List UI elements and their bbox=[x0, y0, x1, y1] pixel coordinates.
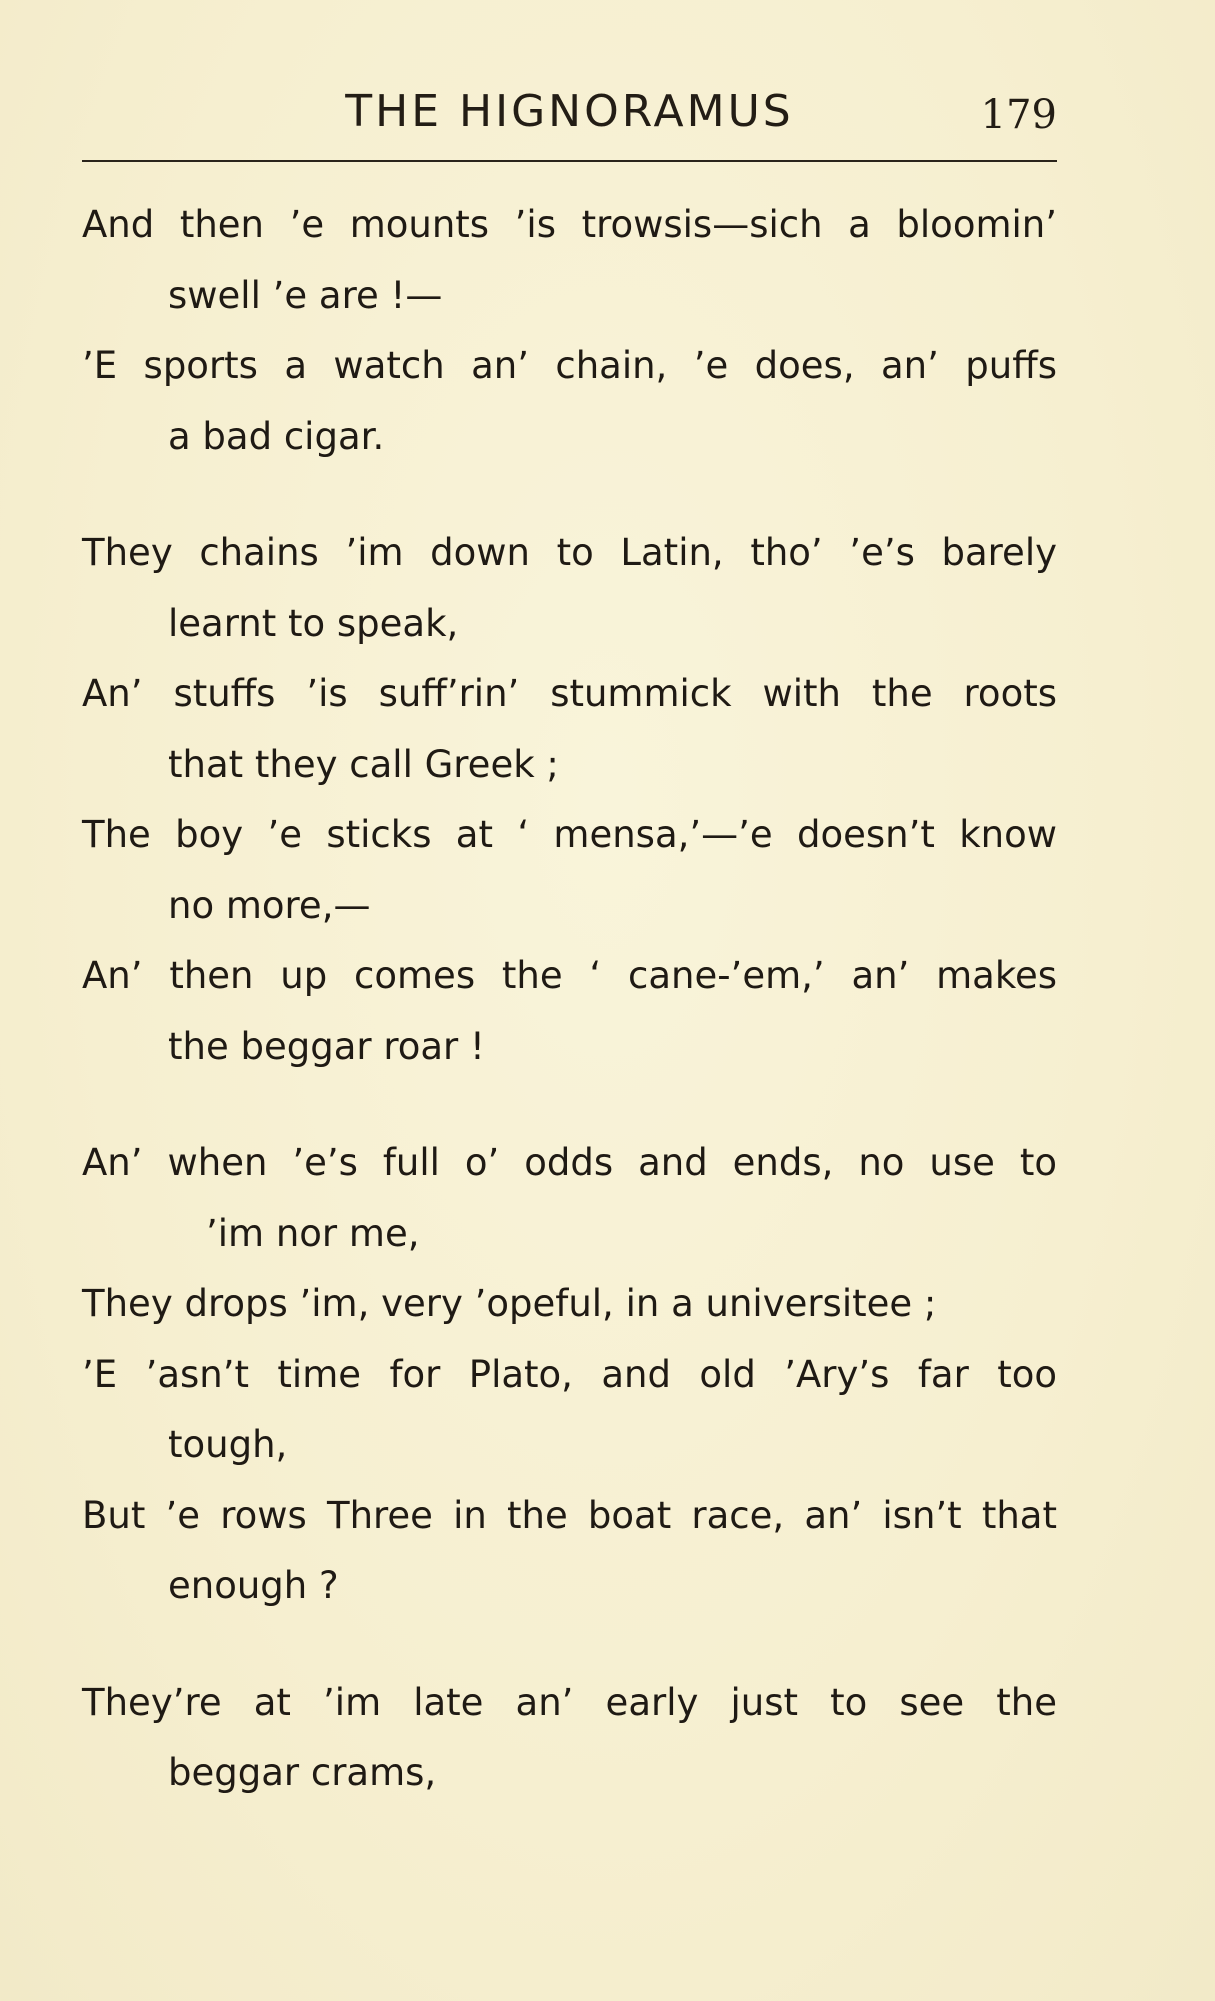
verse-line-continuation: the beggar roar ! bbox=[168, 1024, 485, 1068]
verse-line bbox=[82, 1481, 1057, 1622]
verse-line-continuation: swell ’e are !— bbox=[168, 273, 443, 317]
verse-line-text: They’re at ’im late an’ early just to see the bbox=[82, 1680, 1057, 1724]
verse-line bbox=[82, 518, 1057, 659]
verse-line bbox=[82, 800, 1057, 941]
verse-line-text: An’ then up comes the ‘ cane-’em,’ an’ makes bbox=[82, 954, 1057, 997]
verse-line-text: But ’e rows Three in the boat race, an’ isn’t that bbox=[82, 1493, 1057, 1537]
verse-line-continuation: beggar crams, bbox=[168, 1751, 437, 1794]
header-rule bbox=[82, 160, 1057, 162]
verse-line-text: An’ stuffs ’is suff’rin’ stummick with the roots bbox=[82, 672, 1057, 715]
verse-line-text: They chains ’im down to Latin, tho’ ’e’s barely bbox=[82, 531, 1057, 574]
stanza bbox=[82, 190, 1057, 472]
verse-line-continuation: a bad cigar. bbox=[168, 414, 385, 458]
stanza bbox=[82, 518, 1057, 1082]
verse-line-continuation: learnt to speak, bbox=[168, 601, 459, 645]
verse-line-text: An’ when ’e’s full o’ odds and ends, no use to bbox=[82, 1141, 1057, 1184]
running-head bbox=[82, 84, 1057, 144]
verse-line bbox=[82, 1128, 1057, 1269]
verse-line bbox=[82, 659, 1057, 800]
verse-line bbox=[82, 1269, 1057, 1340]
verse-line bbox=[82, 1668, 1057, 1809]
running-title: THE HIGNORAMUS bbox=[345, 86, 794, 137]
verse-line bbox=[82, 1340, 1057, 1481]
poem-body bbox=[82, 190, 1057, 1855]
verse-line-continuation: ’im nor me, bbox=[206, 1211, 420, 1255]
page-number: 179 bbox=[980, 92, 1057, 138]
verse-line bbox=[82, 941, 1057, 1082]
stanza bbox=[82, 1668, 1057, 1809]
verse-line-continuation: that they call Greek ; bbox=[168, 742, 559, 786]
verse-line-continuation: tough, bbox=[168, 1423, 288, 1466]
verse-line-continuation: enough ? bbox=[168, 1564, 339, 1607]
stanza bbox=[82, 1128, 1057, 1622]
verse-line-text: They drops ’im, very ’opeful, in a universitee ; bbox=[82, 1282, 937, 1325]
verse-line-text: ’E sports a watch an’ chain, ’e does, an’ puffs bbox=[82, 344, 1057, 387]
verse-line-continuation: no more,— bbox=[168, 883, 371, 927]
verse-line-text: The boy ’e sticks at ‘ mensa,’—’e doesn’t know bbox=[82, 813, 1057, 856]
verse-line-text: ’E ’asn’t time for Plato, and old ’Ary’s far too bbox=[82, 1352, 1057, 1396]
verse-line-text: And then ’e mounts ’is trowsis—sich a bloomin’ bbox=[82, 203, 1057, 246]
verse-line bbox=[82, 190, 1057, 331]
verse-line bbox=[82, 331, 1057, 472]
